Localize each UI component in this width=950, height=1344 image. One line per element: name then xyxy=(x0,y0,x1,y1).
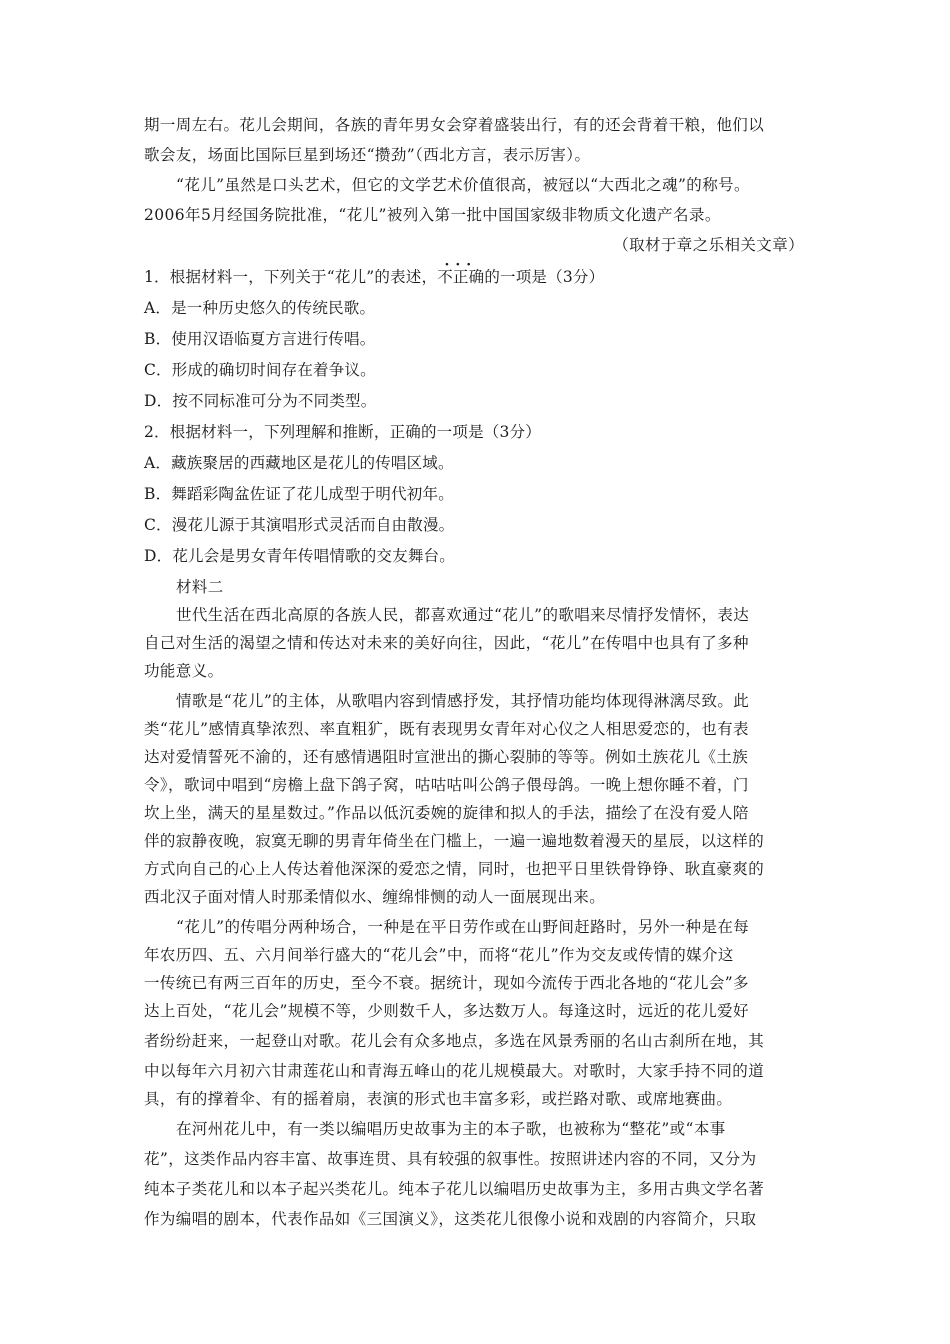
question-1-option-a: A．是一种历史悠久的传统民歌。 xyxy=(144,299,376,317)
passage-line: 歌会友，场面比国际巨星到场还“攒劲”（西北方言，表示厉害）。 xyxy=(144,146,591,164)
question-1-stem xyxy=(144,266,804,288)
paragraph-line: 者纷纷赶来，一起登山对歌。花儿会有众多地点，多选在风景秀丽的名山古刹所在地，其 xyxy=(144,1032,765,1050)
paragraph-line: 方式向自己的心上人传达着他深深的爱恋之情，同时，也把平日里铁骨铮铮、耿直豪爽的 xyxy=(144,860,765,878)
question-1-stem-after: 的一项是（3分） xyxy=(484,268,605,286)
paragraph-line: 西北汉子面对情人时那柔情似水、缠绵悱恻的动人一面展现出来。 xyxy=(144,888,606,906)
source-note: （取材于章之乐相关文章） xyxy=(613,236,804,254)
paragraph-line: 情歌是“花儿”的主体，从歌唱内容到情感抒发，其抒情功能均体现得淋漓尽致。此 xyxy=(176,692,750,710)
paragraph-line: 年农历四、五、六月间举行盛大的“花儿会”中，而将“花儿”作为交友或传情的媒介这 xyxy=(144,946,734,964)
paragraph-line: 令》，歌词中唱到“房檐上盘下鸽子窝，咕咕咕叫公鸽子偎母鸽。一晚上想你睡不着，门 xyxy=(144,776,749,794)
passage-line: “花儿”虽然是口头艺术，但它的文学艺术价值很高，被冠以“大西北之魂”的称号。 xyxy=(176,176,750,194)
paragraph-line: 作为编唱的剧本，代表作品如《三国演义》，这类花儿很像小说和戏剧的内容简介，只取 xyxy=(144,1210,757,1228)
passage-line: 期一周左右。花儿会期间，各族的青年男女会穿着盛装出行，有的还会背着干粮，他们以 xyxy=(144,116,765,134)
paragraph-line: 中以每年六月初六甘肃莲花山和青海五峰山的花儿规模最大。对歌时，大家手持不同的道 xyxy=(144,1062,765,1080)
material-2-heading: 材料二 xyxy=(176,578,224,596)
question-1-option-b: B．使用汉语临夏方言进行传唱。 xyxy=(144,330,376,348)
paragraph-line: 自己对生活的渴望之情和传达对未来的美好向往，因此，“花儿”在传唱中也具有了多种 xyxy=(144,634,749,652)
paragraph-line: 世代生活在西北高原的各族人民，都喜欢通过“花儿”的歌唱来尽情抒发情怀，表达 xyxy=(176,606,750,624)
passage-line: 2006年5月经国务院批准，“花儿”被列入第一批中国国家级非物质文化遗产名录。 xyxy=(144,206,721,224)
question-2-option-b: B．舞蹈彩陶盆佐证了花儿成型于明代初年。 xyxy=(144,485,454,503)
paragraph-line: 在河州花儿中，有一类以编唱历史故事为主的本子歌，也被称为“整花”或“本事 xyxy=(176,1120,726,1138)
emphasis-dots: ··· 不正确 xyxy=(437,266,484,288)
paragraph-line: “花儿”的传唱分两种场合，一种是在平日劳作或在山野间赶路时，另外一种是在每 xyxy=(176,918,750,936)
question-2-option-a: A．藏族聚居的西藏地区是花儿的传唱区域。 xyxy=(144,454,454,472)
paragraph-line: 类“花儿”感情真挚浓烈、率直粗犷，既有表现男女青年对心仪之人相思爱恋的，也有表 xyxy=(144,720,749,738)
question-2-option-d: D．花儿会是男女青年传唱情歌的交友舞台。 xyxy=(144,547,455,565)
question-2-option-c: C．漫花儿源于其演唱形式灵活而自由散漫。 xyxy=(144,516,455,534)
paragraph-line: 花”，这类作品内容丰富、故事连贯、具有较强的叙事性。按照讲述内容的不同，又分为 xyxy=(144,1150,757,1168)
question-1-option-d: D．按不同标准可分为不同类型。 xyxy=(144,392,377,410)
question-1-stem-before: 1．根据材料一，下列关于“花儿”的表述， xyxy=(144,268,438,286)
paragraph-line: 坎上坐，满天的星星数过。”作品以低沉委婉的旋律和拟人的手法，描绘了在没有爱人陪 xyxy=(144,804,749,822)
paragraph-line: 纯本子类花儿和以本子起兴类花儿。纯本子花儿以编唱历史故事为主，多用古典文学名著 xyxy=(144,1180,765,1198)
paragraph-line: 达上百处，“花儿会”规模不等，少则数千人，多达数万人。每逢这时，远近的花儿爱好 xyxy=(144,1002,749,1020)
question-2-stem: 2．根据材料一，下列理解和推断，正确的一项是（3分） xyxy=(144,423,541,441)
paragraph-line: 具，有的撑着伞、有的摇着扇，表演的形式也丰富多彩，或拦路对歌、或席地赛曲。 xyxy=(144,1090,733,1108)
paragraph-line: 功能意义。 xyxy=(144,662,224,680)
paragraph-line: 达对爱情誓死不渝的，还有感情遇阻时宣泄出的撕心裂肺的等等。例如土族花儿《土族 xyxy=(144,748,749,766)
question-1-option-c: C．形成的确切时间存在着争议。 xyxy=(144,361,376,379)
paragraph-line: 一传统已有两三百年的历史，至今不衰。据统计，现如今流传于西北各地的“花儿会”多 xyxy=(144,974,749,992)
paragraph-line: 伴的寂静夜晚，寂寞无聊的男青年倚坐在门槛上，一遍一遍地数着漫天的星辰，以这样的 xyxy=(144,832,765,850)
